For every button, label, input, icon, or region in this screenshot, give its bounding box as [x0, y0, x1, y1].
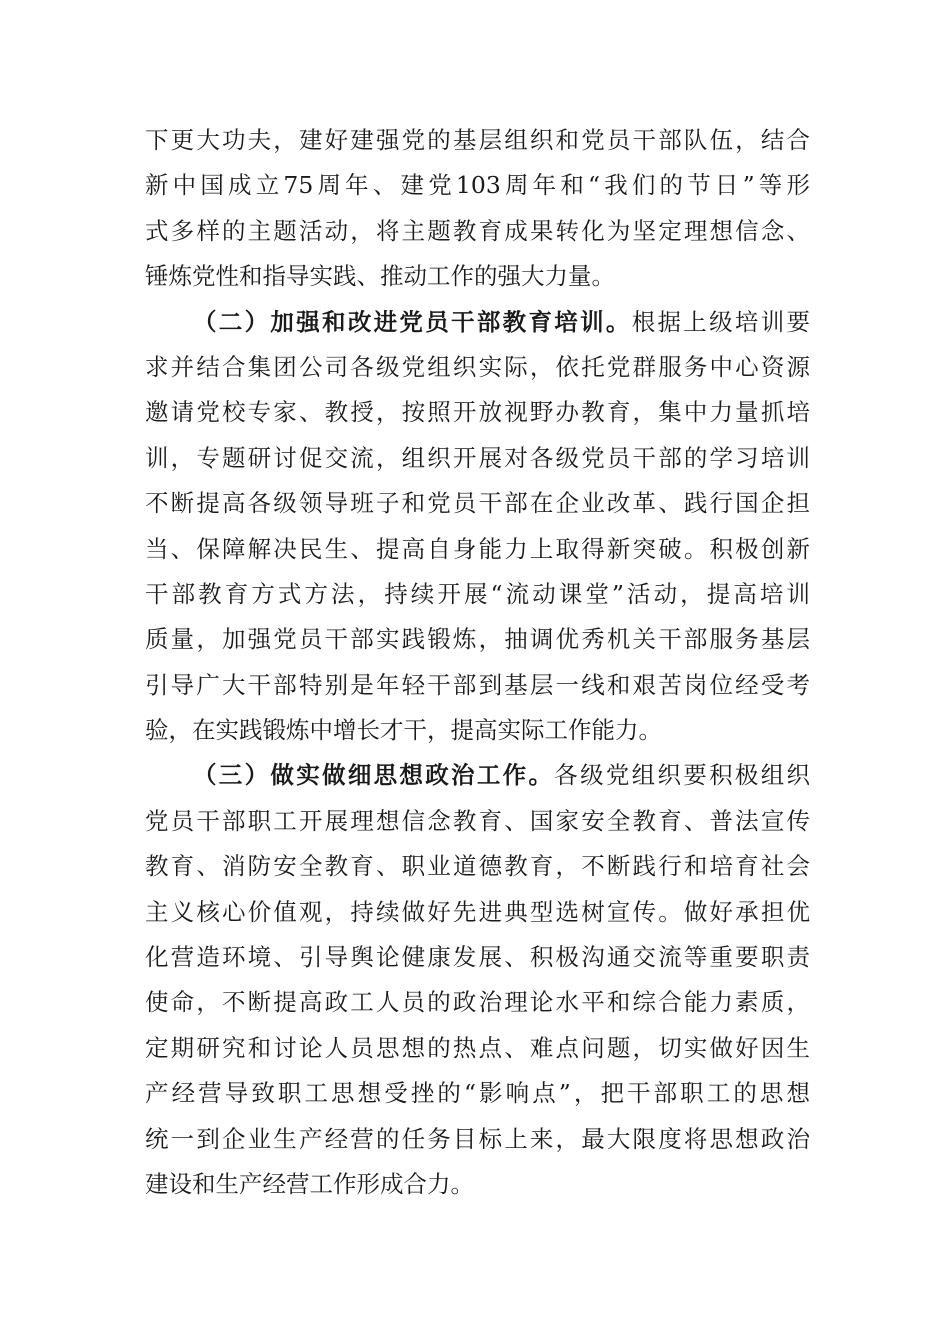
text-line: 主义核心价值观，持续做好先进典型选树宣传。做好承担优: [145, 897, 810, 926]
document-body: [145, 118, 810, 1207]
text-line: 求并结合集团公司各级党组织实际，依托党群服务中心资源: [145, 352, 810, 381]
paragraph-section-2: [145, 300, 810, 754]
text-line: 党员干部职工开展理想信念教育、国家安全教育、普法宣传: [145, 806, 810, 835]
text-line: 验，在实践锻炼中增长才干，提高实际工作能力。: [145, 716, 662, 745]
text-line: [145, 300, 810, 345]
text-line: 邀请党校专家、教授，按照开放视野办教育，集中力量抓培: [145, 398, 810, 427]
text-line: 引导广大干部特别是年轻干部到基层一线和艰苦岗位经受考: [145, 670, 810, 699]
text-line: [145, 753, 810, 798]
heading-line-rest: 各级党组织要积极组织: [554, 761, 811, 790]
text-line: 新中国成立75周年、建党103周年和“我们的节日”等形: [145, 171, 810, 200]
text-line: 教育、消防安全教育、职业道德教育，不断践行和培育社会: [145, 852, 810, 881]
text-line: 训，专题研讨促交流，组织开展对各级党员干部的学习培训: [145, 443, 810, 472]
text-line: 锤炼党性和指导实践、推动工作的强大力量。: [145, 262, 615, 291]
text-line: 定期研究和讨论人员思想的热点、难点问题，切实做好因生: [145, 1033, 810, 1062]
text-line: 质量，加强党员干部实践锻炼，抽调优秀机关干部服务基层: [145, 625, 810, 654]
text-line: 当、保障解决民生、提高自身能力上取得新突破。积极创新: [145, 534, 810, 563]
text-line: 化营造环境、引导舆论健康发展、积极沟通交流等重要职责: [145, 943, 810, 972]
text-line: 下更大功夫，建好建强党的基层组织和党员干部队伍，结合: [145, 126, 810, 154]
paragraph-section-3: [145, 753, 810, 1207]
section-heading: （二）加强和改进党员干部教育培训。: [193, 307, 632, 336]
text-line: 干部教育方式方法，持续开展“流动课堂”活动，提高培训: [145, 579, 810, 608]
heading-line-rest: 根据上级培训要: [631, 307, 811, 336]
paragraph-continuation: [145, 118, 810, 300]
text-line: 产经营导致职工思想受挫的“影响点”，把干部职工的思想: [145, 1079, 810, 1108]
section-heading: （三）做实做细思想政治工作。: [193, 761, 555, 790]
text-line: 式多样的主题活动，将主题教育成果转化为坚定理想信念、: [145, 216, 810, 245]
text-line: 使命，不断提高政工人员的政治理论水平和综合能力素质，: [145, 988, 810, 1017]
text-line: 不断提高各级领导班子和党员干部在企业改革、践行国企担: [145, 489, 810, 518]
text-line: 统一到企业生产经营的任务目标上来，最大限度将思想政治: [145, 1124, 810, 1153]
text-line: 建设和生产经营工作形成合力。: [145, 1169, 474, 1198]
